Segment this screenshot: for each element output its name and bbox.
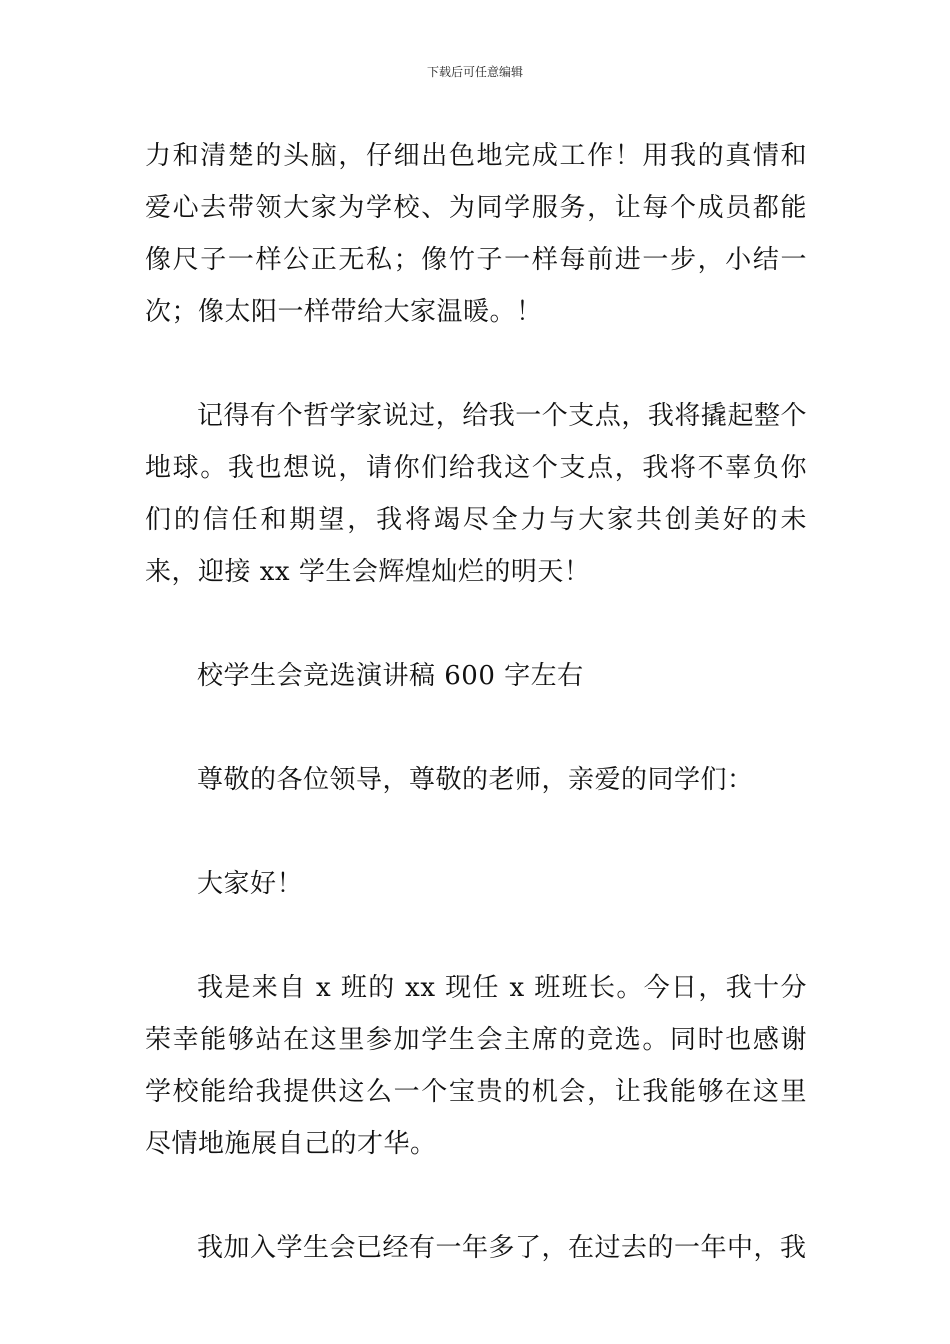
salutation: 尊敬的各位领导，尊敬的老师，亲爱的同学们：	[197, 765, 754, 795]
document-body	[145, 130, 807, 1274]
paragraph-gap	[145, 702, 807, 754]
paragraph-gap	[145, 1170, 807, 1222]
greeting: 大家好！	[197, 869, 304, 899]
page-header-note: 下载后可任意编辑	[426, 65, 523, 79]
paragraph-continuation: 力和清楚的头脑，仔细出色地完成工作！用我的真情和爱心去带领大家为学校、为同学服务，让每个成员都能像尺子一样公正无私；像竹子一样每前进一步，小结一次；像太阳一样带给大家温暖。！	[145, 141, 807, 327]
paragraph-gap	[145, 338, 807, 390]
paragraph-fulcrum: 记得有个哲学家说过，给我一个支点，我将撬起整个地球。我也想说，请你们给我这个支点，我将不辜负你们的信任和期望，我将竭尽全力与大家共创美好的未来，迎接 xx 学生会辉煌灿烂的明天！	[145, 401, 807, 587]
paragraph-experience: 我加入学生会已经有一年多了，在过去的一年中，我	[197, 1233, 807, 1263]
section-title: 校学生会竞选演讲稿 600 字左右	[197, 661, 584, 691]
paragraph-gap	[145, 910, 807, 962]
paragraph-introduction: 我是来自 x 班的 xx 现任 x 班班长。今日，我十分荣幸能够站在这里参加学生会主席的竞选。同时也感谢学校能给我提供这么一个宝贵的机会，让我能够在这里尽情地施展自己的才华。	[145, 973, 807, 1159]
paragraph-gap	[145, 806, 807, 858]
paragraph-gap	[145, 598, 807, 650]
